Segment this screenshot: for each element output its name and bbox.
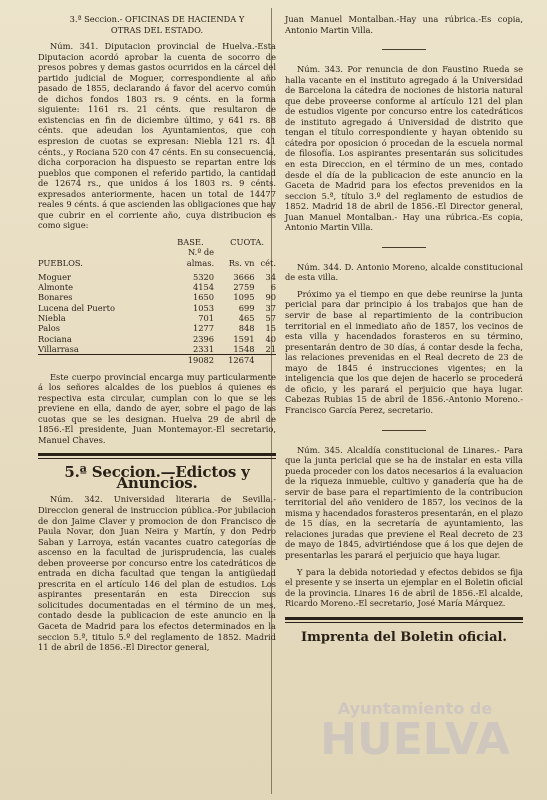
col-header-cuota: CUOTA. xyxy=(230,236,264,247)
short-divider xyxy=(382,430,426,431)
table-row xyxy=(38,303,276,313)
town-cts: 15 xyxy=(265,323,276,334)
town-base: 2331 xyxy=(192,343,215,354)
table-total-row xyxy=(38,355,276,366)
section-header-line1: 3.ª Seccion.- OFICINAS DE HACIENDA Y xyxy=(69,14,245,24)
town-rs: 1591 xyxy=(233,333,255,344)
col-header-no: N.º de xyxy=(187,247,215,258)
watermark-line1: Ayuntamiento de xyxy=(337,699,493,718)
town-name: Rociana xyxy=(38,333,72,344)
town-base: 5320 xyxy=(192,271,215,282)
town-rs: 1095 xyxy=(233,292,255,303)
town-cts: 90 xyxy=(265,292,276,303)
thick-divider xyxy=(38,453,276,456)
town-rs: 848 xyxy=(238,323,255,334)
table-row xyxy=(38,282,276,292)
total-base: 19082 xyxy=(167,355,218,366)
col-header-pueblos: PUEBLOS. xyxy=(38,257,83,268)
town-name: Niebla xyxy=(38,313,66,324)
town-rs: 1548 xyxy=(233,343,255,354)
archive-watermark xyxy=(300,700,530,790)
table-row xyxy=(38,272,276,282)
town-rs: 699 xyxy=(238,302,255,313)
town-name: Almonte xyxy=(38,282,74,293)
right-column xyxy=(285,14,523,643)
total-rs: 12674 xyxy=(218,355,254,366)
section-5-title: 5.ª Seccion.—Edictos y Anuncios. xyxy=(64,463,250,492)
section-header-line2: OTRAS DEL ESTADO. xyxy=(110,24,204,35)
town-cts: 37 xyxy=(265,302,276,313)
town-base: 1053 xyxy=(192,302,215,313)
col-header-rs: Rs. vn xyxy=(228,257,255,268)
table-row xyxy=(38,292,276,302)
town-cts: 34 xyxy=(265,271,276,282)
col-header-almas: almas. xyxy=(186,257,215,268)
notice-344-heading: Núm. 344. D. Antonio Moreno, alcalde constitucional de esta villa. xyxy=(285,261,523,283)
printer-imprint: Imprenta del Boletin oficial. xyxy=(301,629,507,645)
town-cts: 57 xyxy=(265,313,276,324)
town-cts: 40 xyxy=(265,333,276,344)
left-column xyxy=(38,14,276,659)
thin-divider xyxy=(38,458,276,459)
town-name: Palos xyxy=(38,323,61,334)
total-cts xyxy=(255,355,276,366)
notice-344-body: Próximo ya el tiempo en que debe reunirse la junta pericial para dar principio á los trabajos que han de servir de base al repartimiento de la contribucion territorial en el inmediato año de 1857, los vecinos de esta villa y hacendados forasteros en su término, presentarán dentro de 30 días, á contar desde la fecha, las relaciones prevenidas en el Real decreto de 23 de mayo de 1845 é instrucciones vigentes; en la inteligencia que los que dejen de hacerlo se procederá de oficio, y les parará el perjuicio que haya lugar. Cabezas Rubias 15 de abril de 1856.-Antonio Moreno.- Francisco García Perez, secretario. xyxy=(285,288,523,415)
town-base: 4154 xyxy=(192,282,215,293)
town-rs: 465 xyxy=(238,313,255,324)
col-header-base: BASE. xyxy=(177,236,204,247)
col-header-cts: cét. xyxy=(260,257,276,268)
town-base: 701 xyxy=(198,313,215,324)
notice-345-closing: Y para la debida notoriedad y efectos debidos se fija el presente y se inserta un ejemplar en el Boletin oficial de la provincia. Linares 16 de abril de 1856.-El alcalde, Ricardo Moreno.-El secretario, José María Márquez. xyxy=(285,566,523,609)
town-rs: 3666 xyxy=(233,271,255,282)
notice-342-end: Juan Manuel Montalban.-Hay una rúbrica.-Es copia, Antonio Martin Villa. xyxy=(285,14,523,35)
short-divider xyxy=(382,49,426,50)
short-divider xyxy=(382,247,426,248)
town-name: Bonares xyxy=(38,292,73,303)
watermark-line2: HUELVA xyxy=(320,714,510,765)
town-cts: 21 xyxy=(265,343,276,354)
notice-343: Núm. 343. Por renuncia de don Faustino Rueda se halla vacante en el instituto agregado á la Universidad de Barcelona la cátedra de nociones de historia natural que debe proveerse conforme al artículo 121 del plan de estudios vigente por concurso entre los catedráticos de instituto agregado á Universidad de distrito que tengan el título correspondiente y hayan obtenido su cátedra por oposicion ó procedan de la escuela normal de filosofía. Los aspirantes presentarán sus solicitudes en esta Direccion, en el término de un mes, contado desde el día de la publicacion de este anuncio en la Gaceta de Madrid para los efectos prevenidos en la seccion 5.ª, título 3.º del reglamento de estudios de 1852. Madrid 18 de abril de 1856.-El Director general, Juan Manuel Montalban.- Hay una rúbrica.-Es copia, Antonio Martin Villa. xyxy=(285,64,523,233)
town-cts: 6 xyxy=(270,282,276,293)
town-name: Moguer xyxy=(38,271,72,282)
table-row xyxy=(38,334,276,344)
thick-divider xyxy=(285,617,523,620)
table-row xyxy=(38,313,276,323)
distribution-table xyxy=(38,237,276,366)
notice-342: Núm. 342. Universidad literaria de Sevilla.- Direccion general de instruccion pública.-Por jubilacion de don Jaime Claver y promocion de don Francisco de Paula Novar, don Juan Neira y Martín, y don Pedro Saban y Larroya, están vacantes cuatro categorías de ascenso en la facultad de jurisprudencia, las cuales deben proveerse por concurso entre los catedráticos de entrada en dicha facultad que tengan la antigüedad prescrita en el artículo 146 del plan de estudios. Los aspirantes presentarán en esta Direccion sus solicitudes documentadas en el término de un mes, contado desde la publicacion de este anuncio en la Gaceta de Madrid para los efectos determinados en la seccion 5.ª, titulo 5.º del reglamento de 1852. Madrid 11 de abril de 1856.-El Director general, xyxy=(38,494,276,653)
town-name: Villarrasa xyxy=(38,343,79,354)
notice-345: Núm. 345. Alcaldía constitucional de Linares.- Para que la junta pericial que se ha de instalar en esta villa pueda proceder con los datos necesarios á la evaluacion de la riqueza inmueble, cultivo y ganadería que ha de servir de base para el repartimiento de la contribucion territorial del año venidero de 1857, los vecinos de la misma y hacendados forasteros presentarán, en el plazo de 15 días, en la secretaría de ayuntamiento, las relaciones juradas que previene el Real decreto de 23 de mayo de 1845, advirtiéndose que á los que dejen de presentarlas les parará el perjuicio que haya lugar. xyxy=(285,444,523,560)
town-base: 1277 xyxy=(192,323,215,334)
thin-divider xyxy=(285,622,523,623)
town-base: 2396 xyxy=(192,333,215,344)
notice-341: Núm. 341. Diputacion provincial de Huelva.-Esta Diputacion acordó aprobar la cuenta de socorro de presos pobres y demas gastos ocurridos en la cárcel del partido judicial de Moguer, correspondiente al año pasado de 1855, declarando á favor del acervo común de dichos fondos 1803 rs. 9 cénts. en la forma siguiente: 1161 rs. 21 cénts. que resultaron de existencias en fin de diciembre último, y 641 rs. 88 cénts. que adeudan los Ayuntamientos, que con espresion de cuotas se expresan: Niebla 121 rs. 41 cénts., y Rociana 520 con 47 cénts. En su consecuencia, dicha corporacion ha dispuesto se repartan entre los pueblos que componen el referido partido, la cantidad de 12674 rs., que unidos á los 1803 rs. 9 cénts. expresados anteriormente, hacen un total de 14477 reales 9 cénts. á que ascienden las obligaciones que hay que cubrir en el corriente año, cuya distribucion es como sigue: xyxy=(38,41,276,231)
town-base: 1650 xyxy=(192,292,215,303)
notice-341-closing: Este cuerpo provincial encarga muy particularmente á los señores alcaldes de los pueblos á quienes es respectiva esta circular, cumplan con lo que se les previene en ella, dando de ayer, sobre el pago de las cuotas que se les designan. Huelva 29 de abril de 1856.-El presidente, Juan Montemayor.-El secretario, Manuel Chaves. xyxy=(38,371,276,445)
table-row xyxy=(38,344,276,355)
table-row xyxy=(38,323,276,333)
town-name: Lucena del Puerto xyxy=(38,302,115,313)
town-rs: 2759 xyxy=(233,282,255,293)
